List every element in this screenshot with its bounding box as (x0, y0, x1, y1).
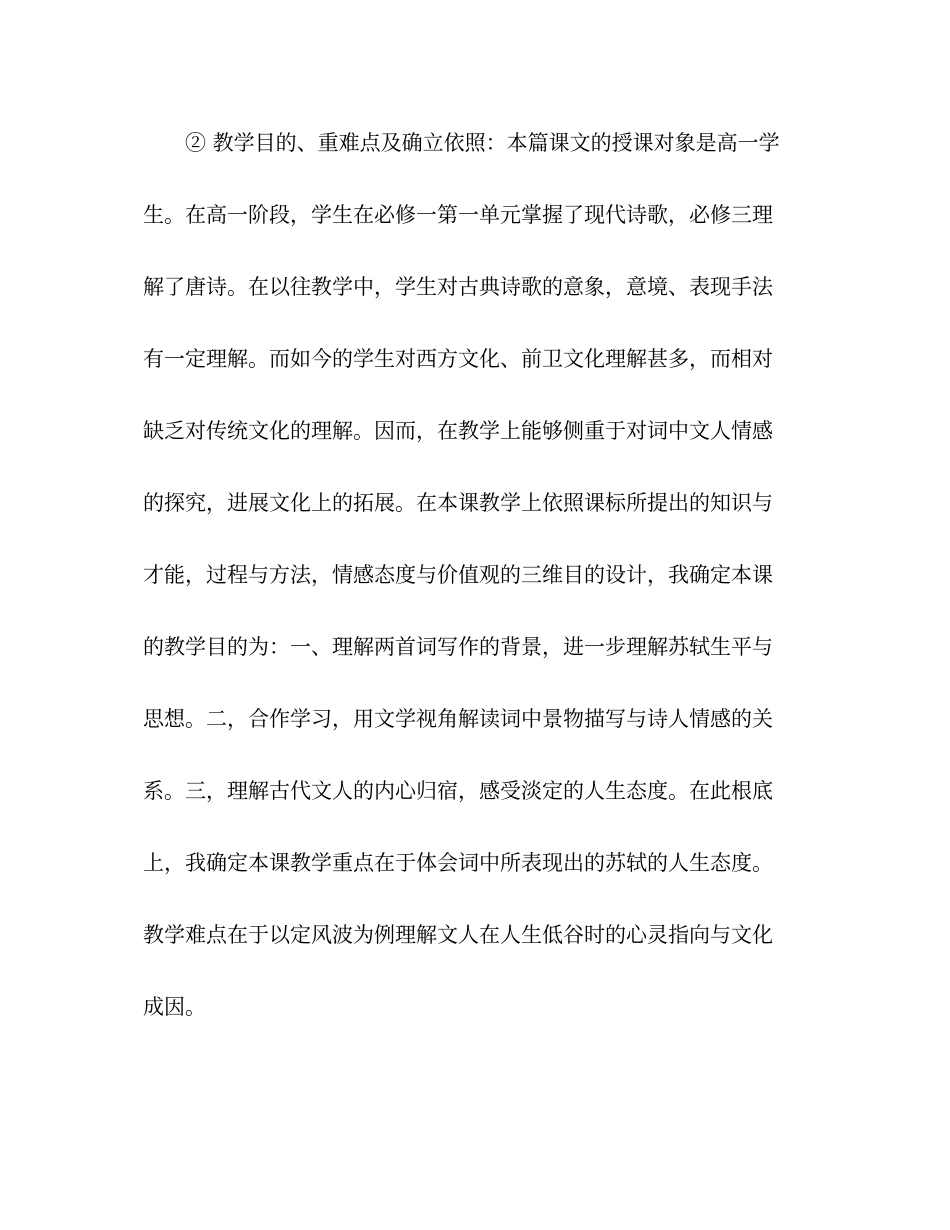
paragraph-line: ② 教学目的、重难点及确立依照：本篇课文的授课对象是高一学 (185, 131, 780, 155)
paragraph-line: 成因。 (143, 995, 206, 1019)
paragraph-line: 系。三，理解古代文人的内心归宿，感受淡定的人生态度。在此根底 (143, 779, 773, 803)
paragraph-line: 才能，过程与方法，情感态度与价值观的三维目的设计，我确定本课 (143, 563, 773, 587)
paragraph-line: 的探究，进展文化上的拓展。在本课教学上依照课标所提出的知识与 (143, 491, 773, 515)
paragraph-line: 思想。二，合作学习，用文学视角解读词中景物描写与诗人情感的关 (143, 707, 773, 731)
paragraph-line: 上，我确定本课教学重点在于体会词中所表现出的苏轼的人生态度。 (143, 851, 773, 875)
paragraph-line: 解了唐诗。在以往教学中，学生对古典诗歌的意象，意境、表现手法 (143, 275, 773, 299)
paragraph-line: 缺乏对传统文化的理解。因而，在教学上能够侧重于对词中文人情感 (143, 419, 773, 443)
paragraph-line: 生。在高一阶段，学生在必修一第一单元掌握了现代诗歌，必修三理 (143, 203, 773, 227)
paragraph-line: 的教学目的为：一、理解两首词写作的背景，进一步理解苏轼生平与 (143, 635, 773, 659)
paragraph-line: 教学难点在于以定风波为例理解文人在人生低谷时的心灵指向与文化 (143, 923, 773, 947)
paragraph-line: 有一定理解。而如今的学生对西方文化、前卫文化理解甚多，而相对 (143, 347, 773, 371)
